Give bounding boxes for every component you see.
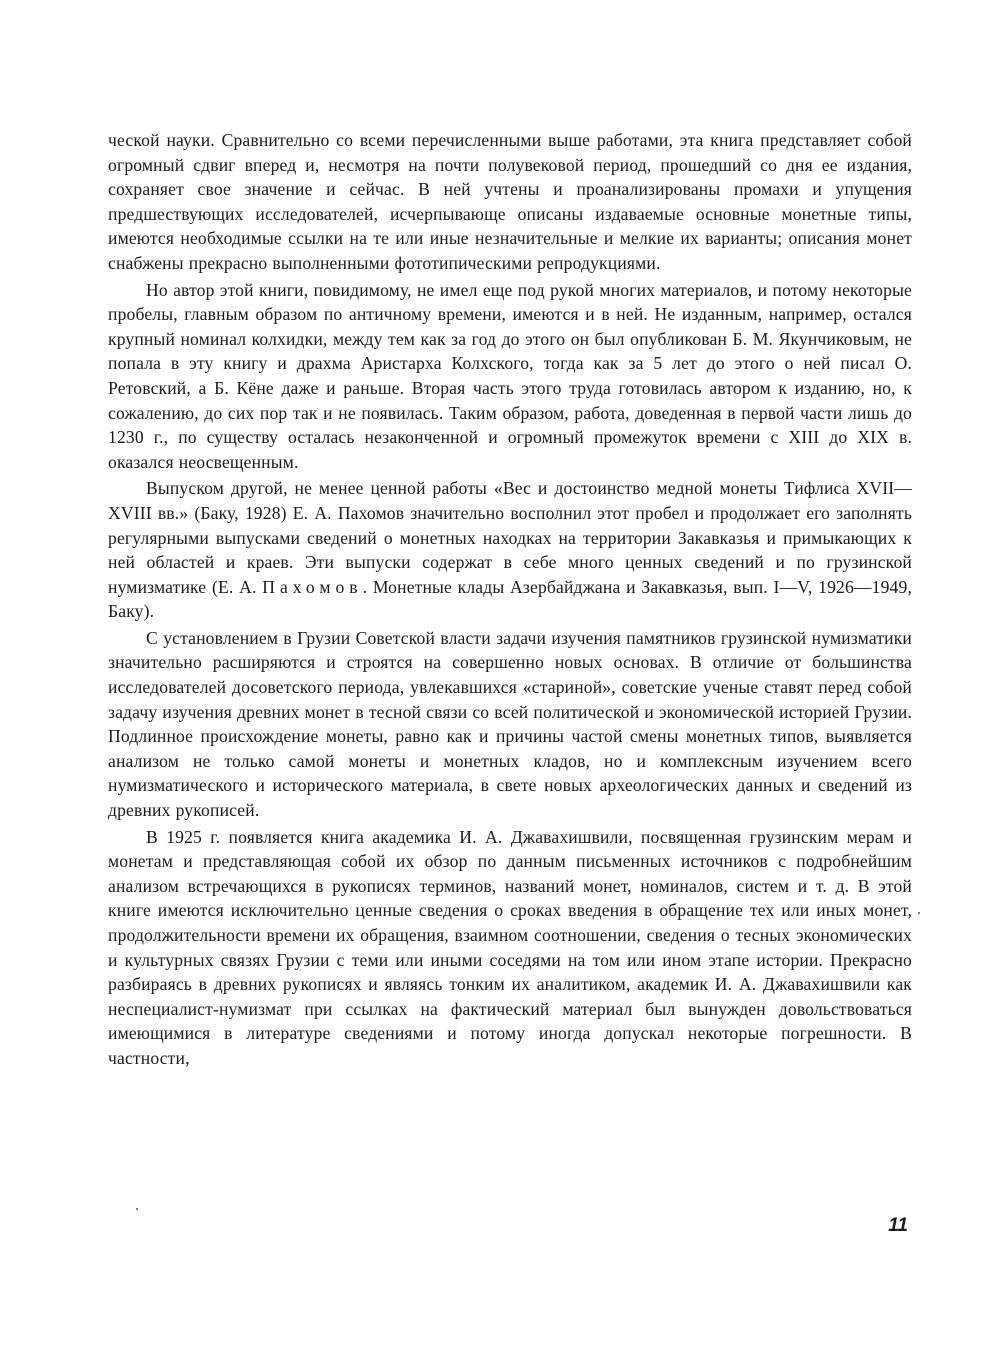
- paragraph-5: В 1925 г. появляется книга академика И. А. Джавахишвили, посвященная грузинским мерам и монетам и представляющая собой их обзор по данным письменных источников с подробнейшим анализом встречающихся в рукописях терминов, названий монет, номиналов, систем и т. д. В этой книге имеются исключительно ценные сведения о сроках введения в обращение тех или иных монет, продолжительности времени их обращения, взаимном соотношении, сведения о тесных экономических и культурных связях Грузии с теми или иными соседями на том или ином этапе истории. Прекрасно разбираясь в древних рукописях и являясь тонким их аналитиком, академик И. А. Джавахишвили как неспециалист-нумизмат при ссылках на фактический материал был вынужден довольствоваться имеющимися в литературе сведениями и потому иногда допускал некоторые погрешности. В частности,: [108, 826, 912, 1068]
- page-body: [108, 128, 912, 1071]
- scan-speck: [136, 1208, 138, 1210]
- paragraph-3-text-after: . Монетные клады Азербайджана и Закавказья, вып. I—V, 1926—1949, Баку).: [108, 576, 912, 622]
- paragraph-4: С установлением в Грузии Советской власти задачи изучения памятников грузинской нумизматики значительно расширяются и строятся на совершенно новых основах. В отличие от большинства исследователей досоветского периода, увлекавшихся «стариной», советские ученые ставят перед собой задачу изучения древних монет в тесной связи со всей политической и экономической историей Грузии. Подлинное происхождение монеты, равно как и причины частой смены монетных типов, выявляется анализом не только самой монеты и монетных кладов, но и комплексным изучением всего нумизматического и исторического материала, в свете новых археологических данных и сведений из древних рукописей.: [108, 627, 912, 821]
- paragraph-3: [108, 476, 912, 624]
- paragraph-1: ческой науки. Сравнительно со всеми перечисленными выше работами, эта книга представляет собой огромный сдвиг вперед и, несмотря на почти полувековой период, прошедший со дня ее издания, сохраняет свое значение и сейчас. В ней учтены и проанализированы промахи и упущения предшествующих исследователей, исчерпывающе описаны издаваемые основные монетные типы, имеются необходимые ссылки на те или иные незначительные и мелкие их варианты; описания монет снабжены прекрасно выполненными фототипическими репродукциями.: [108, 130, 912, 273]
- paragraph-3-text-before: Выпуском другой, не менее ценной работы «Вес и достоинство медной монеты Тифлиса XVII—XVIII вв.» (Баку, 1928) Е. А. Пахомов значительно восполнил этот пробел и продолжает его заполнять регулярными выпусками сведений о монетных находках на территории Закавказья и примыкающих к ней областей и краев. Эти выпуски содержат в себе много ценных сведений и по грузинской нумизматике (Е. А.: [108, 478, 912, 597]
- scan-speck: [918, 912, 920, 914]
- author-name-spaced: Пахомов: [262, 576, 363, 597]
- page-number: 11: [888, 1215, 908, 1236]
- paragraph-2: Но автор этой книги, повидимому, не имел еще под рукой многих материалов, и потому некоторые пробелы, главным образом по античному времени, имеются и в ней. Не изданным, например, остался крупный номинал колхидки, между тем как за год до этого он был опубликован Б. М. Якунчиковым, не попала в эту книгу и драхма Аристарха Колхского, тогда как за 5 лет до этого о ней писал О. Ретовский, а Б. Кёне даже и раньше. Вторая часть этого труда готовилась автором к изданию, но, к сожалению, до сих пор так и не появилась. Таким образом, работа, доведенная в первой части лишь до 1230 г., по существу осталась незаконченной и огромный промежуток времени с XIII до XIX в. оказался неосвещенным.: [108, 279, 912, 472]
